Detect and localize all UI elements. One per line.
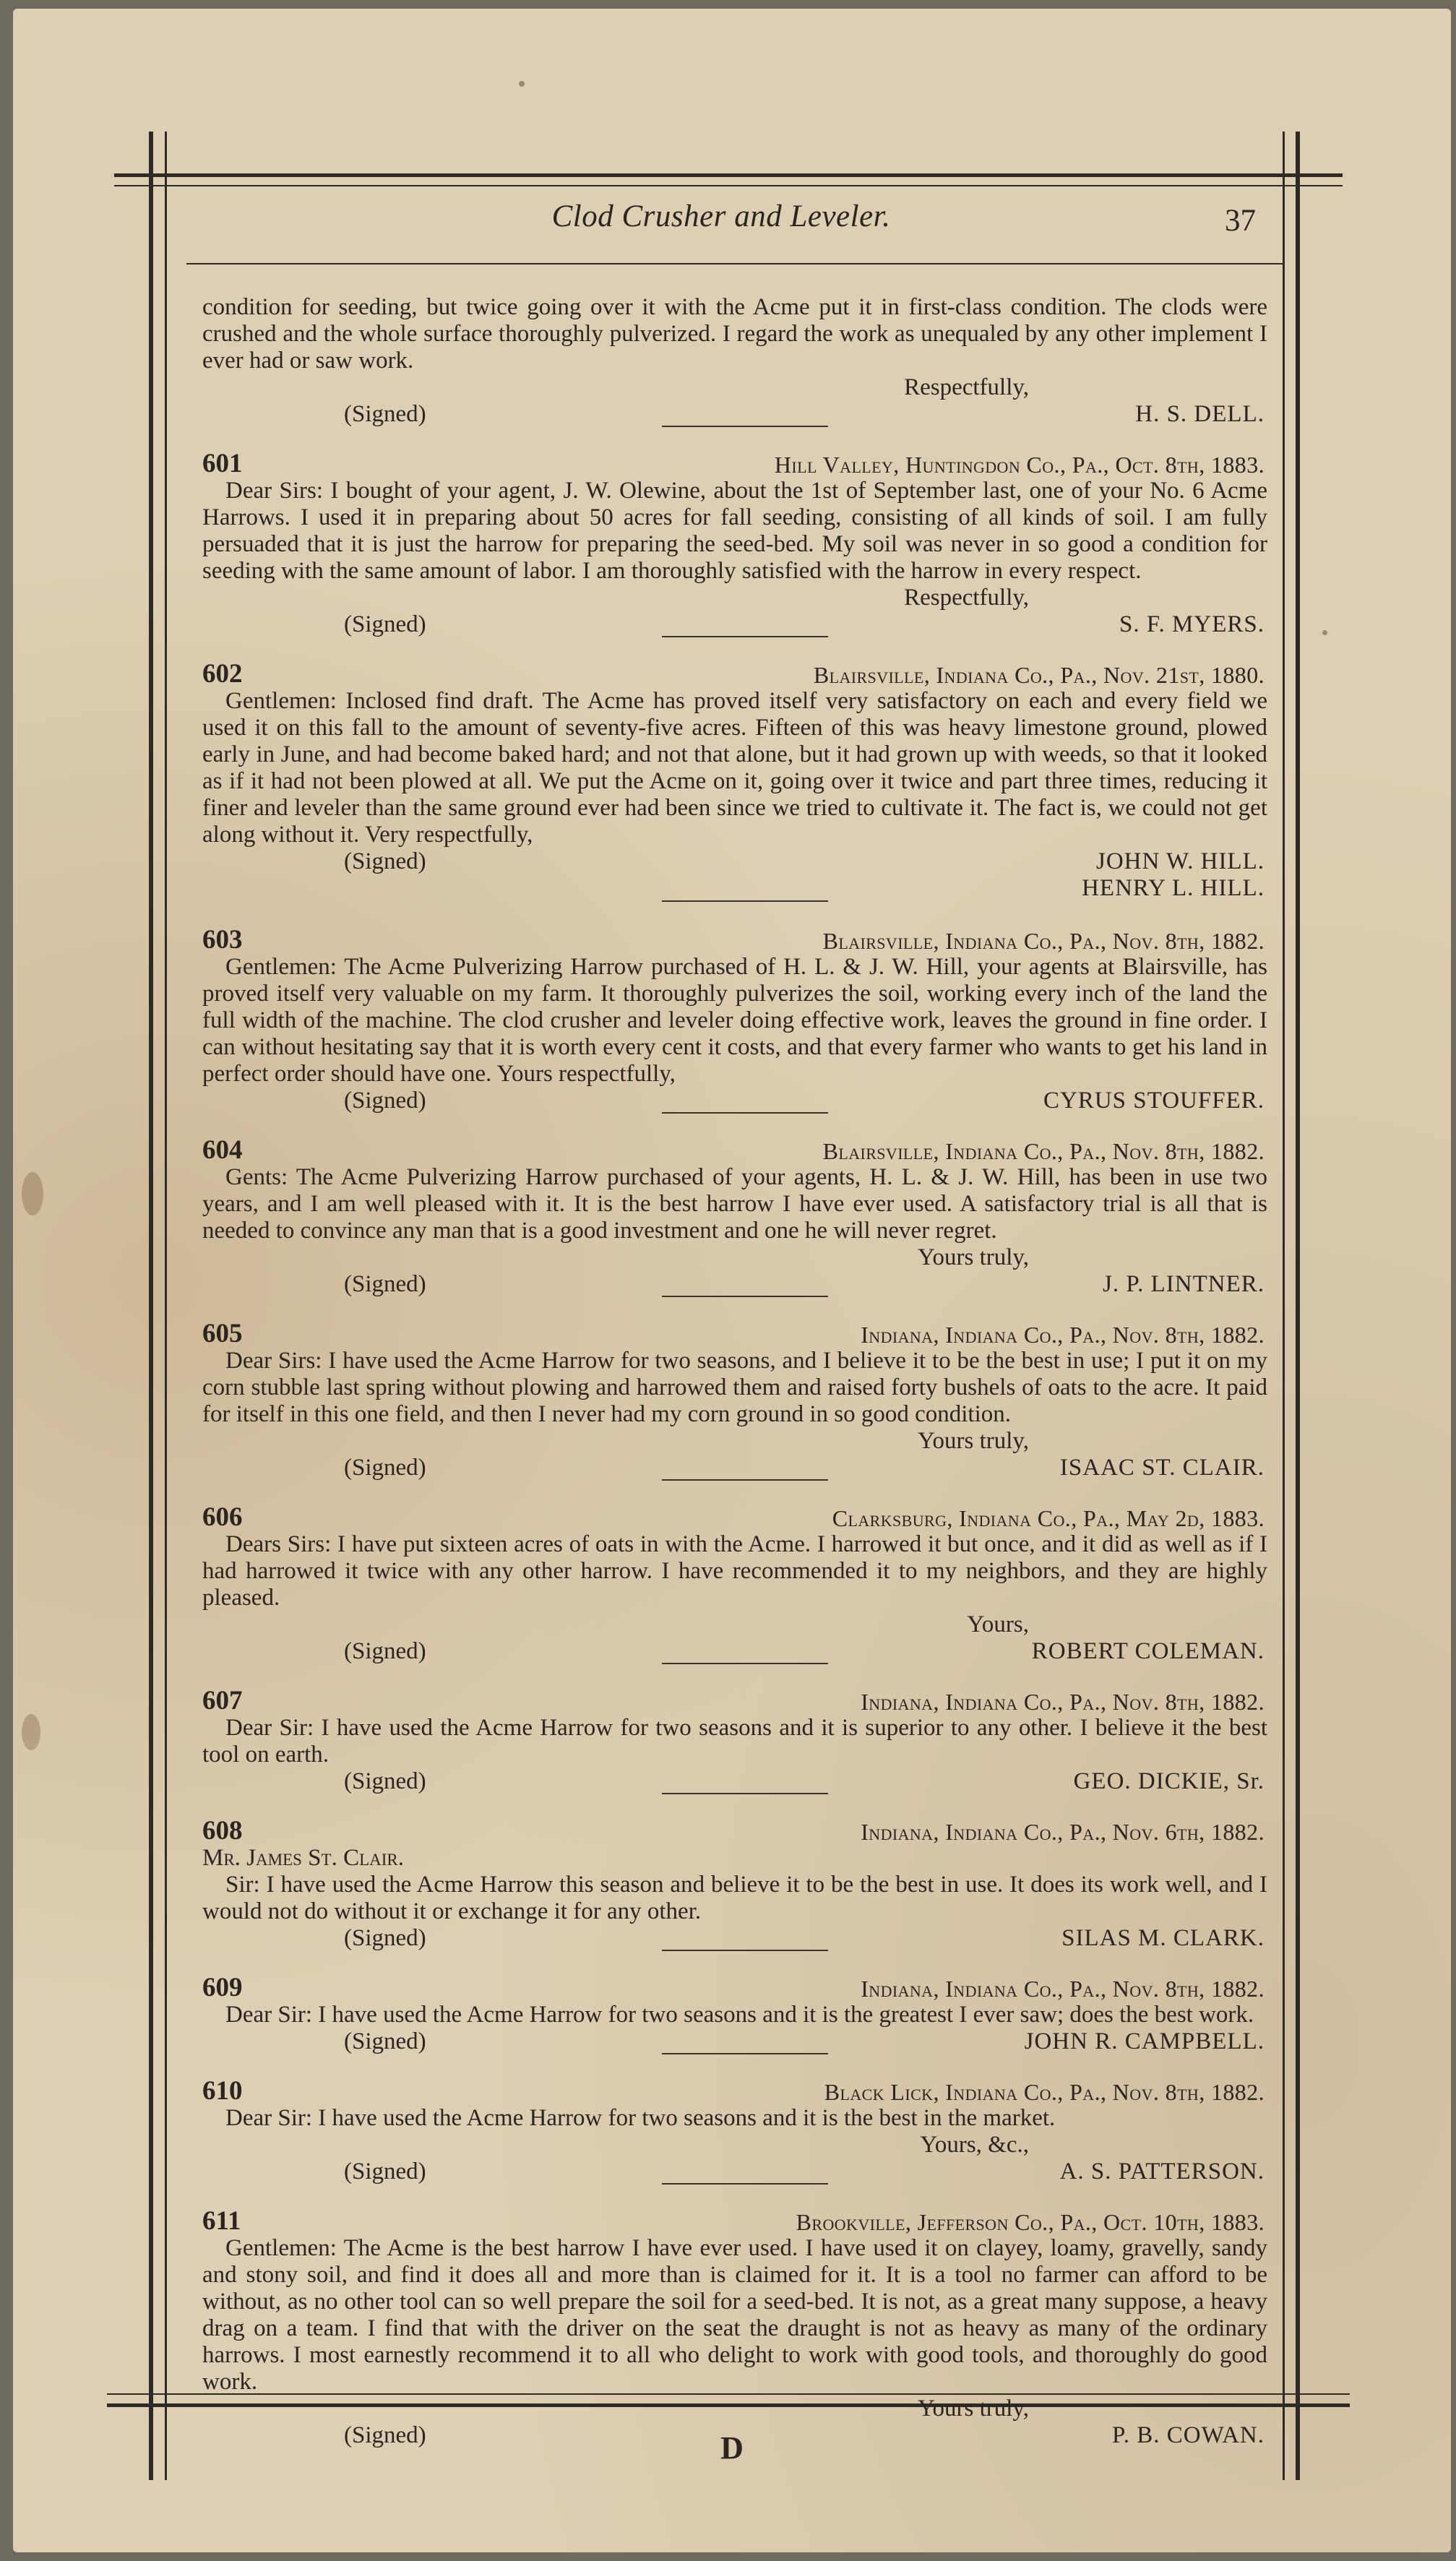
entry-heading bbox=[202, 2206, 1267, 2235]
entry-number: 603 bbox=[202, 925, 243, 955]
entry-number: 605 bbox=[202, 1319, 243, 1348]
signer: HENRY L. HILL. bbox=[1082, 875, 1265, 901]
signed-label: (Signed) bbox=[344, 1455, 426, 1481]
testimonial-body: Dear Sirs: I have used the Acme Harrow for two seasons, and I believe it to be the best in use; I put it on my corn stubble last spring without plowing and harrowed them and raised forty bushels of oats to the acre. It paid for itself in this one field, and then I never had my corn ground in so good condition. bbox=[202, 1348, 1267, 1427]
place-date: Indiana, Indiana Co., Pa., Nov. 8th, 1882. bbox=[861, 1689, 1265, 1715]
entry-heading bbox=[202, 449, 1267, 478]
testimonial-body: Gentlemen: Inclosed find draft. The Acme has proved itself very satisfactory on each and every field we used it on this fall to the amount of seventy-five acres. Fifteen of this was heavy limestone ground, plowed early in June, and had become baked hard; and not that alone, but it had grown up with weeds, so that it looked as if it had not been plowed at all. We put the Acme on it, going over it twice and part three times, reducing it finer and leveler than the same ground ever had been since we tried to cultivate it. The fact is, we could not get along without it. Very respectfully, bbox=[202, 688, 1267, 848]
frame-left-outer bbox=[149, 132, 153, 2480]
signature-rule bbox=[662, 1479, 828, 1481]
page-number: 37 bbox=[1225, 204, 1256, 238]
testimonial-body: Sir: I have used the Acme Harrow this season and believe it to be the best in use. It does its work well, and I would not do without it or exchange it for any other. bbox=[202, 1872, 1267, 1924]
signature-rule bbox=[662, 1112, 828, 1114]
frame-top-thick bbox=[114, 173, 1343, 177]
signed-label: (Signed) bbox=[344, 848, 426, 874]
signer-list bbox=[1082, 848, 1265, 902]
signed-label: (Signed) bbox=[344, 2028, 426, 2054]
entry-number: 608 bbox=[202, 1816, 243, 1846]
signature-row bbox=[202, 848, 1267, 906]
testimonial-entry bbox=[202, 2206, 1267, 2451]
signed-label: (Signed) bbox=[344, 2158, 426, 2185]
signature-row bbox=[202, 1271, 1267, 1300]
signature-rule bbox=[662, 636, 828, 637]
signature-row bbox=[202, 1638, 1267, 1667]
testimonial-entry bbox=[202, 1502, 1267, 1667]
entry-heading bbox=[202, 2076, 1267, 2105]
testimonial-body: Dear Sir: I have used the Acme Harrow for two seasons and it is superior to any other. I believe it the best tool on earth. bbox=[202, 1715, 1267, 1768]
signature-row bbox=[202, 1768, 1267, 1797]
place-date: Indiana, Indiana Co., Pa., Nov. 8th, 1882. bbox=[861, 1322, 1265, 1348]
entry-number: 604 bbox=[202, 1135, 243, 1165]
testimonial-entry bbox=[202, 1319, 1267, 1484]
testimonial-body: Dears Sirs: I have put sixteen acres of oats in with the Acme. I harrowed it but once, and it did as well as if I had harrowed it twice with any other harrow. I have recommended it to my neighbors, and they are highly pleased. bbox=[202, 1531, 1267, 1611]
signer: SILAS M. CLARK. bbox=[1061, 1925, 1265, 1951]
signer: S. F. MYERS. bbox=[1119, 611, 1265, 637]
signature-rule bbox=[662, 426, 828, 427]
signed-label: (Signed) bbox=[344, 611, 426, 637]
book-page bbox=[13, 9, 1451, 2552]
closing: Respectfully, bbox=[904, 585, 1029, 611]
entry-heading bbox=[202, 1816, 1267, 1845]
place-date: Blairsville, Indiana Co., Pa., Nov. 21st, 1880. bbox=[813, 662, 1265, 688]
place-date: Brookville, Jefferson Co., Pa., Oct. 10th, 1883. bbox=[796, 2209, 1265, 2235]
signer: JOHN R. CAMPBELL. bbox=[1024, 2028, 1265, 2054]
entry-number: 611 bbox=[202, 2206, 241, 2236]
signature-row bbox=[202, 611, 1267, 640]
testimonial-body: condition for seeding, but twice going over it with the Acme put it in first-class condition. The clods were crushed and the whole surface thoroughly pulverized. I regard the work as unequaled by any other implement I ever had or saw work. bbox=[202, 294, 1267, 374]
entry-heading bbox=[202, 1319, 1267, 1348]
signature-row bbox=[202, 1925, 1267, 1954]
signed-label: (Signed) bbox=[344, 1271, 426, 1297]
signature-row bbox=[202, 401, 1267, 430]
closing: Yours truly, bbox=[917, 1244, 1029, 1270]
testimonial-entry bbox=[202, 2076, 1267, 2187]
signer: H. S. DELL. bbox=[1135, 401, 1265, 427]
signature-row bbox=[202, 2158, 1267, 2187]
testimonial-body: Gentlemen: The Acme is the best harrow I have ever used. I have used it on clayey, loamy, gravelly, sandy and stony soil, and find it does all and more than is claimed for it. It is a tool no farmer can afford to be without, as no other tool can so well prepare the soil for a seed-bed. It is not, as a great many suppose, a heavy drag on a team. I find that with the driver on the seat the draught is not as heavy as many of the ordinary harrows. I most earnestly recommend it to all who delight to work with good tools, and thoroughly do good work. bbox=[202, 2235, 1267, 2395]
signer: A. S. PATTERSON. bbox=[1059, 2158, 1265, 2185]
place-date: Indiana, Indiana Co., Pa., Nov. 6th, 1882. bbox=[861, 1819, 1265, 1845]
place-date: Blairsville, Indiana Co., Pa., Nov. 8th, 1882. bbox=[822, 1138, 1265, 1164]
signed-label: (Signed) bbox=[344, 1768, 426, 1794]
entry-number: 609 bbox=[202, 1973, 243, 2002]
entry-heading bbox=[202, 925, 1267, 954]
signed-label: (Signed) bbox=[344, 2422, 426, 2448]
entry-heading bbox=[202, 1135, 1267, 1164]
closing: Yours, &c., bbox=[920, 2132, 1029, 2158]
signature-rule bbox=[662, 900, 828, 902]
signature-row bbox=[202, 1455, 1267, 1484]
signer: JOHN W. HILL. bbox=[1096, 848, 1265, 874]
entry-number: 601 bbox=[202, 449, 243, 478]
signed-label: (Signed) bbox=[344, 401, 426, 427]
testimonial-entry bbox=[202, 1686, 1267, 1797]
place-date: Indiana, Indiana Co., Pa., Nov. 8th, 1882. bbox=[861, 1976, 1265, 2002]
testimonial-body: Dear Sirs: I bought of your agent, J. W. Olewine, about the 1st of September last, one of your No. 6 Acme Harrows. I used it in preparing about 50 acres for fall seeding, consisting of all kinds of soil. I am fully persuaded that it is just the harrow for preparing the seed-bed. My soil was never in so good a condition for seeding with the same amount of labor. I am thoroughly satisfied with the harrow in every respect. bbox=[202, 478, 1267, 584]
testimonial-body: Gentlemen: The Acme Pulverizing Harrow purchased of H. L. & J. W. Hill, your agents at Blairsville, has proved itself very valuable on my farm. It thoroughly pulverizes the soil, working every inch of the land the full width of the machine. The clod crusher and leveler doing effective work, leaves the ground in fine order. I can without hesitating say that it is worth every cent it costs, and that every farmer who wants to get his land in perfect order should have one. Yours respectfully, bbox=[202, 954, 1267, 1087]
signature-rule bbox=[662, 2053, 828, 2054]
signature-row bbox=[202, 2028, 1267, 2057]
signer: P. B. COWAN. bbox=[1112, 2422, 1265, 2448]
signer: ISAAC ST. CLAIR. bbox=[1059, 1455, 1265, 1481]
place-date: Blairsville, Indiana Co., Pa., Nov. 8th, 1882. bbox=[822, 928, 1265, 954]
paper-stain bbox=[22, 1714, 40, 1750]
entry-number: 607 bbox=[202, 1686, 243, 1716]
entry-heading bbox=[202, 1502, 1267, 1531]
signer: ROBERT COLEMAN. bbox=[1031, 1638, 1265, 1664]
testimonial-entry bbox=[202, 925, 1267, 1116]
signature-rule bbox=[662, 2183, 828, 2185]
paper-stain bbox=[1322, 630, 1327, 635]
frame-top-thin bbox=[114, 185, 1343, 186]
testimonial-entry bbox=[202, 1973, 1267, 2057]
entry-number: 606 bbox=[202, 1502, 243, 1532]
frame-left-inner bbox=[165, 132, 167, 2480]
signature-rule bbox=[662, 1793, 828, 1794]
testimonial-body: Dear Sir: I have used the Acme Harrow for two seasons and it is the best in the market. bbox=[225, 2105, 1056, 2131]
paper-stain bbox=[22, 1172, 43, 1215]
closing: Yours truly, bbox=[917, 1428, 1029, 1454]
signer: CYRUS STOUFFER. bbox=[1043, 1088, 1265, 1114]
signature-rule bbox=[662, 1296, 828, 1297]
signature-rule bbox=[662, 1950, 828, 1951]
signature-row bbox=[202, 1088, 1267, 1116]
place-date: Hill Valley, Huntingdon Co., Pa., Oct. 8th, 1883. bbox=[774, 452, 1265, 478]
frame-right-outer bbox=[1296, 132, 1300, 2480]
header-underline bbox=[186, 263, 1285, 264]
testimonial-continuation bbox=[202, 294, 1267, 430]
testimonial-entry bbox=[202, 1816, 1267, 1954]
signature-mark: D bbox=[720, 2430, 744, 2466]
testimonial-entry bbox=[202, 659, 1267, 906]
closing: Respectfully, bbox=[904, 374, 1029, 400]
salutation: Mr. James St. Clair. bbox=[202, 1845, 404, 1871]
frame-right-inner bbox=[1283, 132, 1285, 2480]
testimonial-body: Dear Sir: I have used the Acme Harrow for two seasons and it is the greatest I ever saw; does the best work. bbox=[225, 2002, 1254, 2028]
paper-stain bbox=[519, 81, 525, 87]
signed-label: (Signed) bbox=[344, 1088, 426, 1114]
entry-number: 602 bbox=[202, 659, 243, 689]
closing: Yours, bbox=[967, 1611, 1029, 1637]
place-date: Clarksburg, Indiana Co., Pa., May 2d, 1883. bbox=[832, 1505, 1265, 1531]
testimonials bbox=[202, 294, 1267, 2470]
entry-heading bbox=[202, 1686, 1267, 1715]
testimonial-body: Gents: The Acme Pulverizing Harrow purchased of your agents, H. L. & J. W. Hill, has been in use two years, and I am well pleased with it. It is the best harrow I have ever used. A satisfactory trial is all that is needed to convince any man that is a good investment and one he will never regret. bbox=[202, 1164, 1267, 1244]
closing: Yours truly, bbox=[917, 2396, 1029, 2422]
signed-label: (Signed) bbox=[344, 1638, 426, 1664]
entry-number: 610 bbox=[202, 2076, 243, 2106]
running-title: Clod Crusher and Leveler. bbox=[551, 199, 891, 233]
entry-heading bbox=[202, 1973, 1267, 2002]
page-header bbox=[186, 193, 1256, 244]
signature-rule bbox=[662, 1663, 828, 1664]
entry-heading bbox=[202, 659, 1267, 688]
signed-label: (Signed) bbox=[344, 1925, 426, 1951]
signer: GEO. DICKIE, Sr. bbox=[1073, 1768, 1265, 1794]
testimonial-entry bbox=[202, 449, 1267, 640]
testimonial-entry bbox=[202, 1135, 1267, 1300]
place-date: Black Lick, Indiana Co., Pa., Nov. 8th, 1882. bbox=[824, 2079, 1265, 2105]
signer: J. P. LINTNER. bbox=[1103, 1271, 1265, 1297]
